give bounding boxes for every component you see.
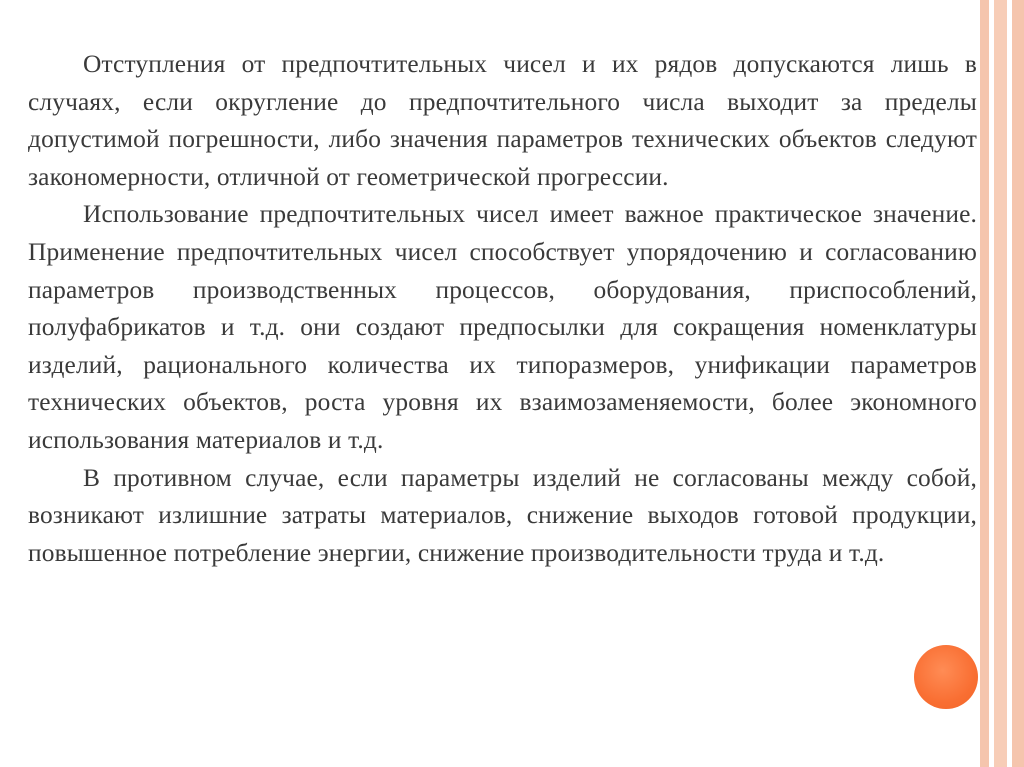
slide-body-text [28, 46, 977, 572]
decorative-right-stripes [980, 0, 1024, 767]
orange-circle-marker [914, 645, 978, 709]
stripe [980, 0, 989, 767]
paragraph-1: Отступления от предпочтительных чисел и их рядов допускаются лишь в случаях, если округление до предпочтительного числа выходит за пределы допустимой погрешности, либо значения параметров технических объектов следуют закономерности, отличной от геометрической прогрессии. [28, 50, 977, 191]
paragraph-2: Использование предпочтительных чисел имеет важное практическое значение. Применение предпочтительных чисел способствует упорядочению и согласованию параметров производственных процессов, оборудования, приспособлений, полуфабрикатов и т.д. они создают предпосылки для сокращения номенклатуры изделий, рационального количества их типоразмеров, унификации параметров технических объектов, роста уровня их взаимозаменяемости, более экономного использования материалов и т.д. [28, 200, 977, 454]
stripe [1012, 0, 1024, 767]
stripe [994, 0, 1007, 767]
paragraph-3: В противном случае, если параметры изделий не согласованы между собой, возникают излишние затраты материалов, снижение выходов готовой продукции, повышенное потребление энергии, снижение производительности труда и т.д. [28, 463, 977, 567]
